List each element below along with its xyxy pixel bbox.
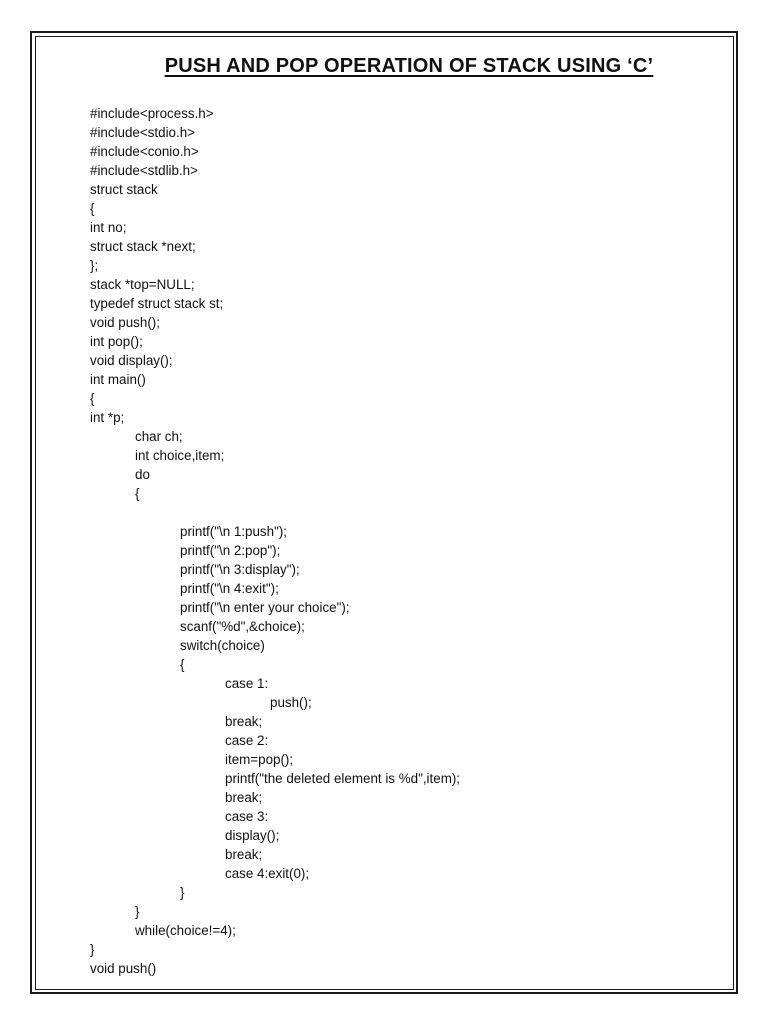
code-line: { xyxy=(135,486,140,501)
code-line: { xyxy=(180,657,185,672)
code-line: int main() xyxy=(90,372,146,387)
code-line: switch(choice) xyxy=(180,638,265,653)
code-listing xyxy=(90,104,460,978)
code-line: printf("\n 4:exit"); xyxy=(180,581,279,596)
document-title-container xyxy=(0,55,768,78)
code-line: break; xyxy=(225,847,263,862)
code-line: char ch; xyxy=(135,429,183,444)
document-title: PUSH AND POP OPERATION OF STACK USING ‘C’ xyxy=(164,55,654,77)
code-line: scanf("%d",&choice); xyxy=(180,619,305,634)
code-line: #include<stdio.h> xyxy=(90,125,195,140)
code-line: break; xyxy=(225,790,263,805)
code-line: { xyxy=(90,391,95,406)
code-line: } xyxy=(90,942,95,957)
code-line: void push() xyxy=(90,961,157,976)
code-line: int choice,item; xyxy=(135,448,225,463)
code-line: while(choice!=4); xyxy=(135,923,236,938)
code-line: } xyxy=(135,904,140,919)
code-line: case 1: xyxy=(225,676,269,691)
code-line: printf("\n 2:pop"); xyxy=(180,543,281,558)
code-line: int *p; xyxy=(90,410,125,425)
code-line: int pop(); xyxy=(90,334,143,349)
code-line: printf("\n enter your choice"); xyxy=(180,600,350,615)
code-line: push(); xyxy=(270,695,312,710)
code-line: { xyxy=(90,201,95,216)
code-line: item=pop(); xyxy=(225,752,294,767)
code-line: printf("\n 3:display"); xyxy=(180,562,300,577)
code-line: do xyxy=(135,467,150,482)
code-line: stack *top=NULL; xyxy=(90,277,195,292)
code-line: void display(); xyxy=(90,353,173,368)
code-line: break; xyxy=(225,714,263,729)
code-line: printf("\n 1:push"); xyxy=(180,524,288,539)
code-line: int no; xyxy=(90,220,127,235)
code-line: printf("the deleted element is %d",item); xyxy=(225,771,461,786)
code-line: } xyxy=(180,885,185,900)
code-line: #include<process.h> xyxy=(90,106,214,121)
code-line: #include<stdlib.h> xyxy=(90,163,198,178)
code-line xyxy=(90,503,460,522)
code-line: display(); xyxy=(225,828,280,843)
code-line: struct stack xyxy=(90,182,158,197)
code-line: void push(); xyxy=(90,315,160,330)
code-line: typedef struct stack st; xyxy=(90,296,224,311)
code-line: }; xyxy=(90,258,99,273)
code-line: #include<conio.h> xyxy=(90,144,199,159)
code-line: case 2: xyxy=(225,733,269,748)
code-line: case 3: xyxy=(225,809,269,824)
code-line: case 4:exit(0); xyxy=(225,866,310,881)
code-line: struct stack *next; xyxy=(90,239,196,254)
